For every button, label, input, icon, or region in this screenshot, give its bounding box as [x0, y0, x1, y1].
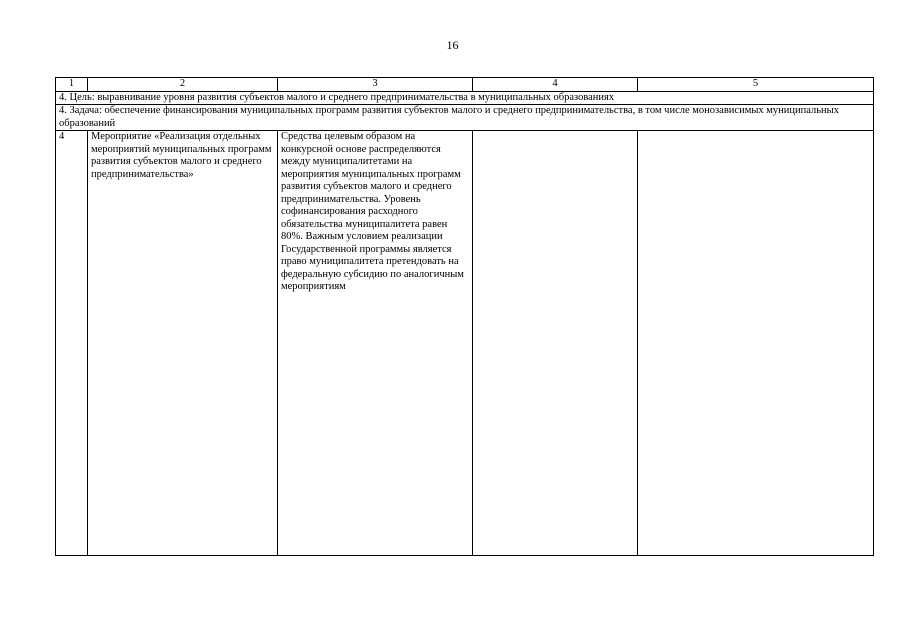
- column-header-2: 2: [88, 78, 278, 92]
- table-row: [56, 131, 874, 556]
- measure-cell: [88, 131, 278, 556]
- row-number: 4: [56, 131, 88, 556]
- page-number: 16: [446, 38, 459, 52]
- description-text: Средства целевым образом на конкурсной основе распределяются между муниципалитетами на мероприятия муниципальных программ развития субъектов малого и среднего предпринимательства. Уровень софинансирования расходного обязательства муниципалитета равен 80%. Важным условием реализации Государственной программы является право муниципалитета претендовать на федеральную субсидию по аналогичным мероприятиям: [281, 131, 464, 292]
- column-header-5: 5: [638, 78, 874, 92]
- task-row: [56, 105, 874, 131]
- column-header-4: 4: [473, 78, 638, 92]
- column-5-cell: [638, 131, 874, 556]
- column-header-1: 1: [56, 78, 88, 92]
- header-row: [56, 78, 874, 92]
- goal-row: [56, 91, 874, 105]
- task-text: 4. Задача: обеспечение финансирования муниципальных программ развития субъектов малого и среднего предпринимательства, в том числе монозависимых муниципальных образований: [56, 105, 874, 131]
- measure-text: Мероприятие «Реализация отдельных мероприятий муниципальных программ развития субъектов малого и среднего предпринимательства»: [91, 131, 272, 180]
- goal-text: 4. Цель: выравнивание уровня развития субъектов малого и среднего предпринимательства в муниципальных образованиях: [56, 91, 874, 105]
- description-cell: [278, 131, 473, 556]
- program-table: [55, 77, 874, 556]
- column-header-3: 3: [278, 78, 473, 92]
- column-4-cell: [473, 131, 638, 556]
